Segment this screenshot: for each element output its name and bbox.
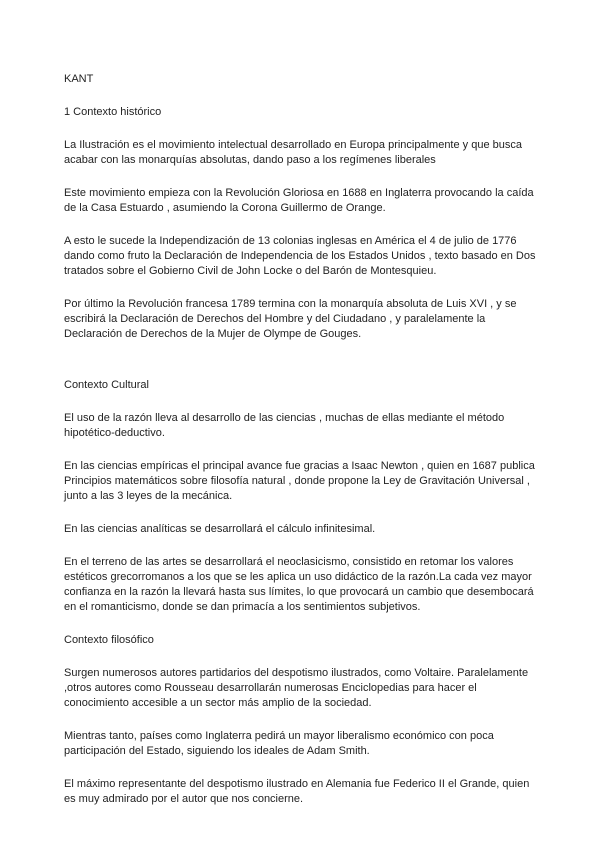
- paragraph-line: confianza en la razón la llevará hasta sus límites, lo que provocará un cambio que desembocará: [64, 586, 534, 598]
- paragraph-line: acabar con las monarquías absolutas, dando paso a los regímenes liberales: [64, 154, 436, 166]
- paragraph-line: Principios matemáticos sobre filosofía natural , donde propone la Ley de Gravitación Universal ,: [64, 475, 530, 487]
- paragraph: [64, 555, 550, 615]
- paragraph-line: En las ciencias analíticas se desarrollará el cálculo infinitesimal.: [64, 523, 376, 535]
- section-heading-historical: 1 Contexto histórico: [64, 106, 162, 118]
- document-body: [64, 72, 550, 825]
- paragraph-line: conocimiento accesible a un sector más amplio de la sociedad.: [64, 697, 372, 709]
- paragraph: [64, 186, 550, 216]
- paragraph-line: A esto le sucede la Independización de 13 colonias inglesas en América el 4 de julio de 1776: [64, 235, 517, 247]
- paragraph-line: ,otros autores como Rousseau desarrollarán numerosas Enciclopedias para hacer el: [64, 682, 477, 694]
- paragraph: [64, 522, 550, 537]
- paragraph-line: Surgen numerosos autores partidarios del despotismo ilustrados, como Voltaire. Paralelamente: [64, 667, 529, 679]
- paragraph-line: tratados sobre el Gobierno Civil de John Locke o del Barón de Montesquieu.: [64, 265, 437, 277]
- paragraph-line: Declaración de Derechos de la Mujer de Olympe de Gouges.: [64, 328, 362, 340]
- cultural-section: [64, 411, 550, 615]
- paragraph: [64, 138, 550, 168]
- historical-section: [64, 138, 550, 342]
- paragraph-line: En las ciencias empíricas el principal avance fue gracias a Isaac Newton , quien en 1687 publica: [64, 460, 535, 472]
- section-heading-cultural: Contexto Cultural: [64, 379, 149, 391]
- paragraph-line: estéticos grecorromanos a los que se les aplica un uso didáctico de la razón.La cada vez mayor: [64, 571, 532, 583]
- paragraph-line: hipotético-deductivo.: [64, 427, 165, 439]
- paragraph-line: dando como fruto la Declaración de Independencia de los Estados Unidos , texto basado en Dos: [64, 250, 536, 262]
- paragraph-line: Este movimiento empieza con la Revolución Gloriosa en 1688 en Inglaterra provocando la caída: [64, 187, 534, 199]
- paragraph-line: junto a las 3 leyes de la mecánica.: [64, 490, 233, 502]
- paragraph-line: es muy admirado por el autor que nos concierne.: [64, 793, 304, 805]
- paragraph-line: El máximo representante del despotismo ilustrado en Alemania fue Federico II el Grande, quien: [64, 778, 530, 790]
- paragraph-line: en el romanticismo, donde se dan primacía a los sentimientos subjetivos.: [64, 601, 421, 613]
- paragraph-line: En el terreno de las artes se desarrollará el neoclasicismo, consistido en retomar los valores: [64, 556, 514, 568]
- document-title: KANT: [64, 73, 94, 85]
- paragraph: [64, 666, 550, 711]
- paragraph-line: Mientras tanto, países como Inglaterra pedirá un mayor liberalismo económico con poca: [64, 730, 494, 742]
- paragraph-line: El uso de la razón lleva al desarrollo de las ciencias , muchas de ellas mediante el método: [64, 412, 505, 424]
- paragraph: [64, 777, 550, 807]
- paragraph: [64, 729, 550, 759]
- paragraph-line: de la Casa Estuardo , asumiendo la Corona Guillermo de Orange.: [64, 202, 386, 214]
- paragraph-line: Por último la Revolución francesa 1789 termina con la monarquía absoluta de Luis XVI , y se: [64, 298, 517, 310]
- paragraph-line: La Ilustración es el movimiento intelectual desarrollado en Europa principalmente y que busca: [64, 139, 522, 151]
- section-heading-philosophical: Contexto filosófico: [64, 634, 154, 646]
- philosophical-section: [64, 666, 550, 807]
- section-spacer: [64, 360, 550, 378]
- paragraph: [64, 411, 550, 441]
- paragraph-line: participación del Estado, siguiendo los ideales de Adam Smith.: [64, 745, 370, 757]
- paragraph: [64, 234, 550, 279]
- paragraph-line: escribirá la Declaración de Derechos del Hombre y del Ciudadano , y paralelamente la: [64, 313, 486, 325]
- paragraph: [64, 459, 550, 504]
- paragraph: [64, 297, 550, 342]
